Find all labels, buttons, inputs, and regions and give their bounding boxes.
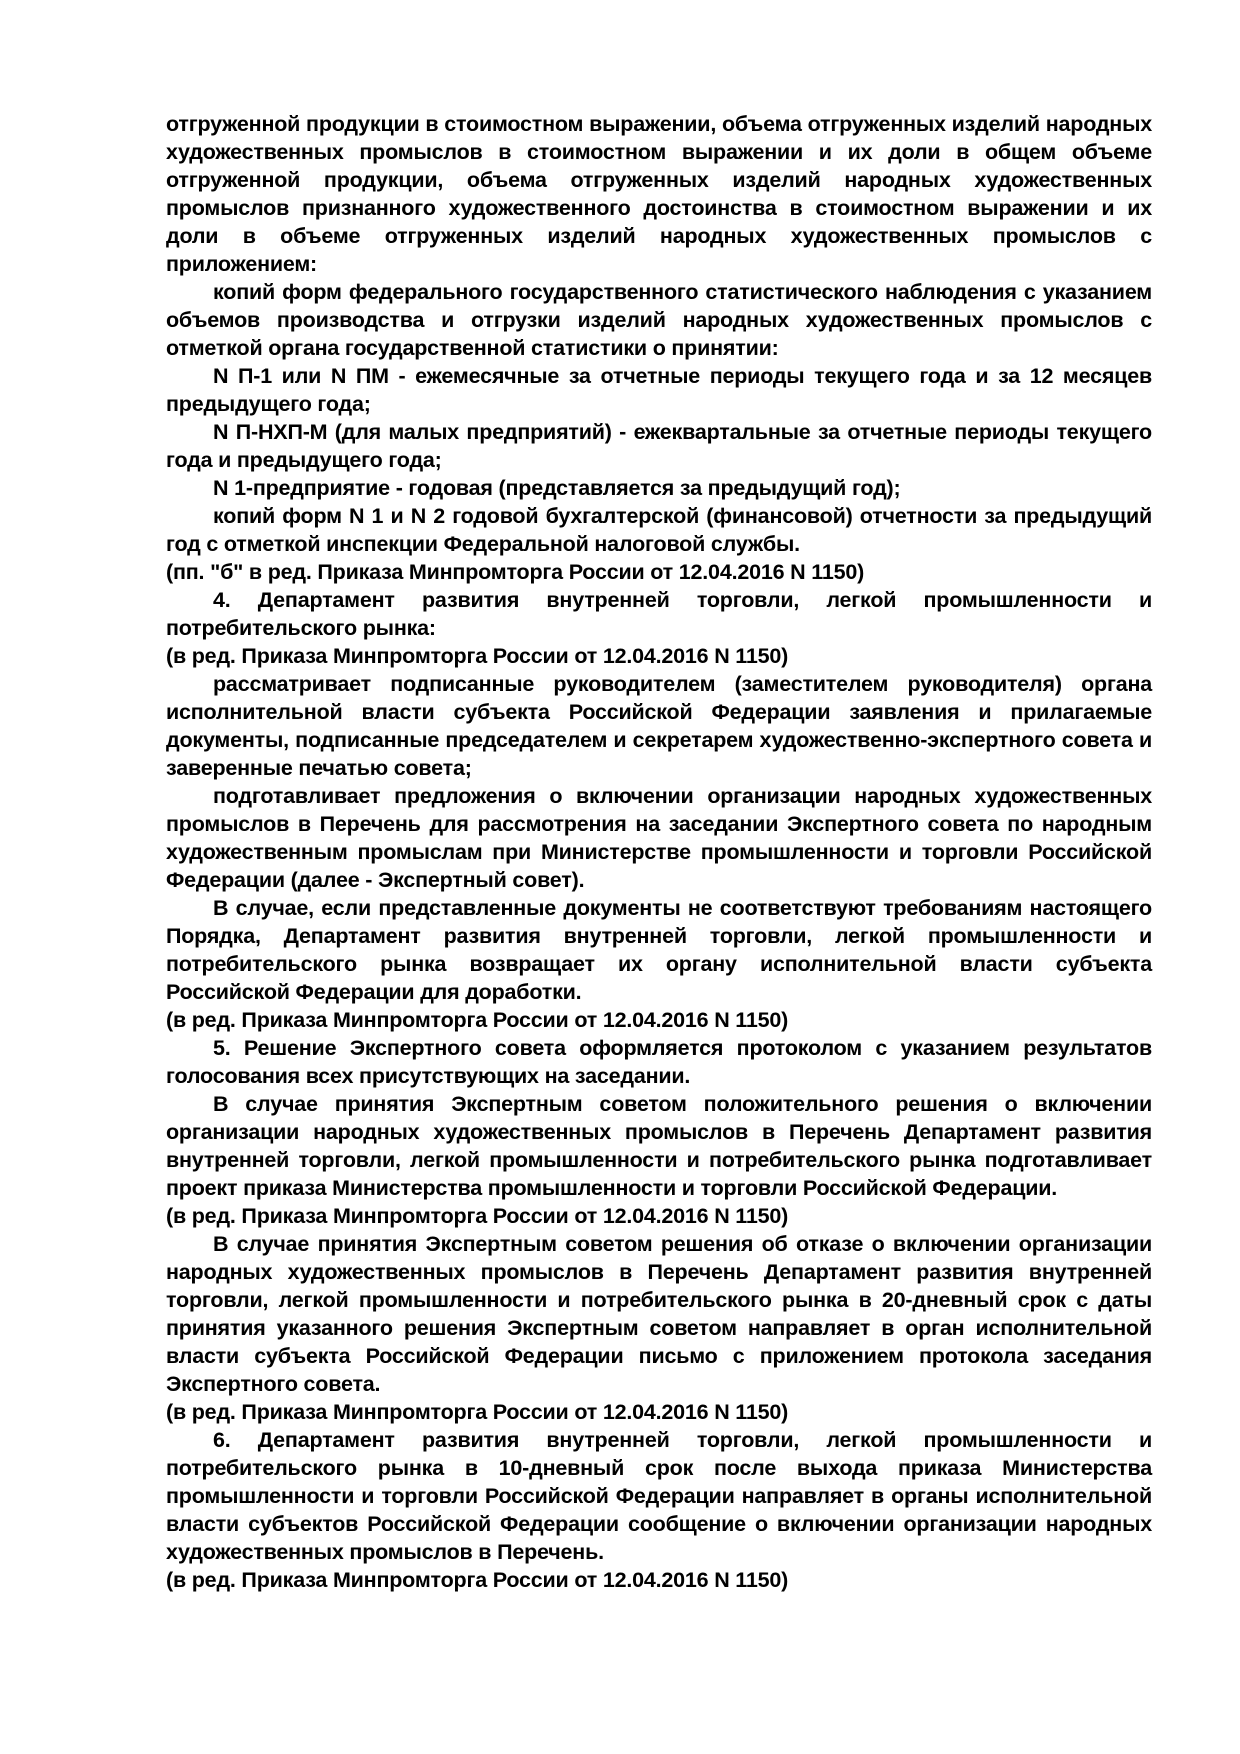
note-amendment-2: (в ред. Приказа Минпромторга России от 12.04.2016 N 1150) [166,1008,789,1032]
para-form-1-enterprise: N 1-предприятие - годовая (представляется за предыдущий год); [213,476,901,500]
para-reviews-applications: рассматривает подписанные руководителем (заместителем руководителя) органа исполнительной власти субъекта Российской Федерации заявления и прилагаемые документы, подписанные председателем и секретарем художественно-экспертного совета и заверенные печатью совета; [166,672,1152,780]
para-item-6-notification: 6. Департамент развития внутренней торговли, легкой промышленности и потребительского рынка в 10-дневный срок после выхода приказа Министерства промышленности и торговли Российской Федерации направляет в органы исполнительной власти субъектов Российской Федерации сообщение о включении организации народных художественных промыслов в Перечень. [166,1428,1152,1564]
para-copies-stat-forms: копий форм федерального государственного статистического наблюдения с указанием объемов производства и отгрузки изделий народных художественных промыслов с отметкой органа государственной статистики о принятии: [166,280,1152,360]
para-prepares-proposals: подготавливает предложения о включении организации народных художественных промыслов в Перечень для рассмотрения на заседании Экспертного совета по народным художественным промыслам при Министерстве промышленности и торговли Российской Федерации (далее - Экспертный совет). [166,784,1152,892]
note-amendment-3: (в ред. Приказа Минпромторга России от 12.04.2016 N 1150) [166,1204,789,1228]
para-form-p-nhp-m: N П-НХП-М (для малых предприятий) - ежеквартальные за отчетные периоды текущего года и предыдущего года; [166,420,1152,472]
para-shipped-products-continuation: отгруженной продукции в стоимостном выражении, объема отгруженных изделий народных художественных промыслов в стоимостном выражении и их доли в общем объеме отгруженной продукции, объема отгруженных изделий народных художественных промыслов признанного художественного достоинства в стоимостном выражении и их доли в объеме отгруженных изделий народных художественных промыслов с приложением: [166,112,1152,276]
para-positive-decision: В случае принятия Экспертным советом положительного решения о включении организации народных художественных промыслов в Перечень Департамент развития внутренней торговли, легкой промышленности и потребительского рынка подготавливает проект приказа Министерства промышленности и торговли Российской Федерации. [166,1092,1152,1200]
note-amendment-4: (в ред. Приказа Минпромторга России от 12.04.2016 N 1150) [166,1400,789,1424]
note-amendment-1: (в ред. Приказа Минпромторга России от 12.04.2016 N 1150) [166,644,789,668]
note-subpara-b-amendment: (пп. "б" в ред. Приказа Минпромторга России от 12.04.2016 N 1150) [166,560,865,584]
para-noncompliant-documents: В случае, если представленные документы не соответствуют требованиям настоящего Порядка, Департамент развития внутренней торговли, легкой промышленности и потребительского рынка возвращает их органу исполнительной власти субъекта Российской Федерации для доработки. [166,896,1152,1004]
para-form-p1-pm: N П-1 или N ПМ - ежемесячные за отчетные периоды текущего года и за 12 месяцев предыдущего года; [166,364,1152,416]
para-copies-accounting-forms: копий форм N 1 и N 2 годовой бухгалтерской (финансовой) отчетности за предыдущий год с отметкой инспекции Федеральной налоговой службы. [166,504,1152,556]
note-amendment-5: (в ред. Приказа Минпромторга России от 12.04.2016 N 1150) [166,1568,789,1592]
para-refusal-decision: В случае принятия Экспертным советом решения об отказе о включении организации народных художественных промыслов в Перечень Департамент развития внутренней торговли, легкой промышленности и потребительского рынка в 20-дневный срок с даты принятия указанного решения Экспертным советом направляет в орган исполнительной власти субъекта Российской Федерации письмо с приложением протокола заседания Экспертного совета. [166,1232,1152,1396]
para-item-5-council-decision: 5. Решение Экспертного совета оформляется протоколом с указанием результатов голосования всех присутствующих на заседании. [166,1036,1152,1088]
para-item-4-department: 4. Департамент развития внутренней торговли, легкой промышленности и потребительского рынка: [166,588,1152,640]
